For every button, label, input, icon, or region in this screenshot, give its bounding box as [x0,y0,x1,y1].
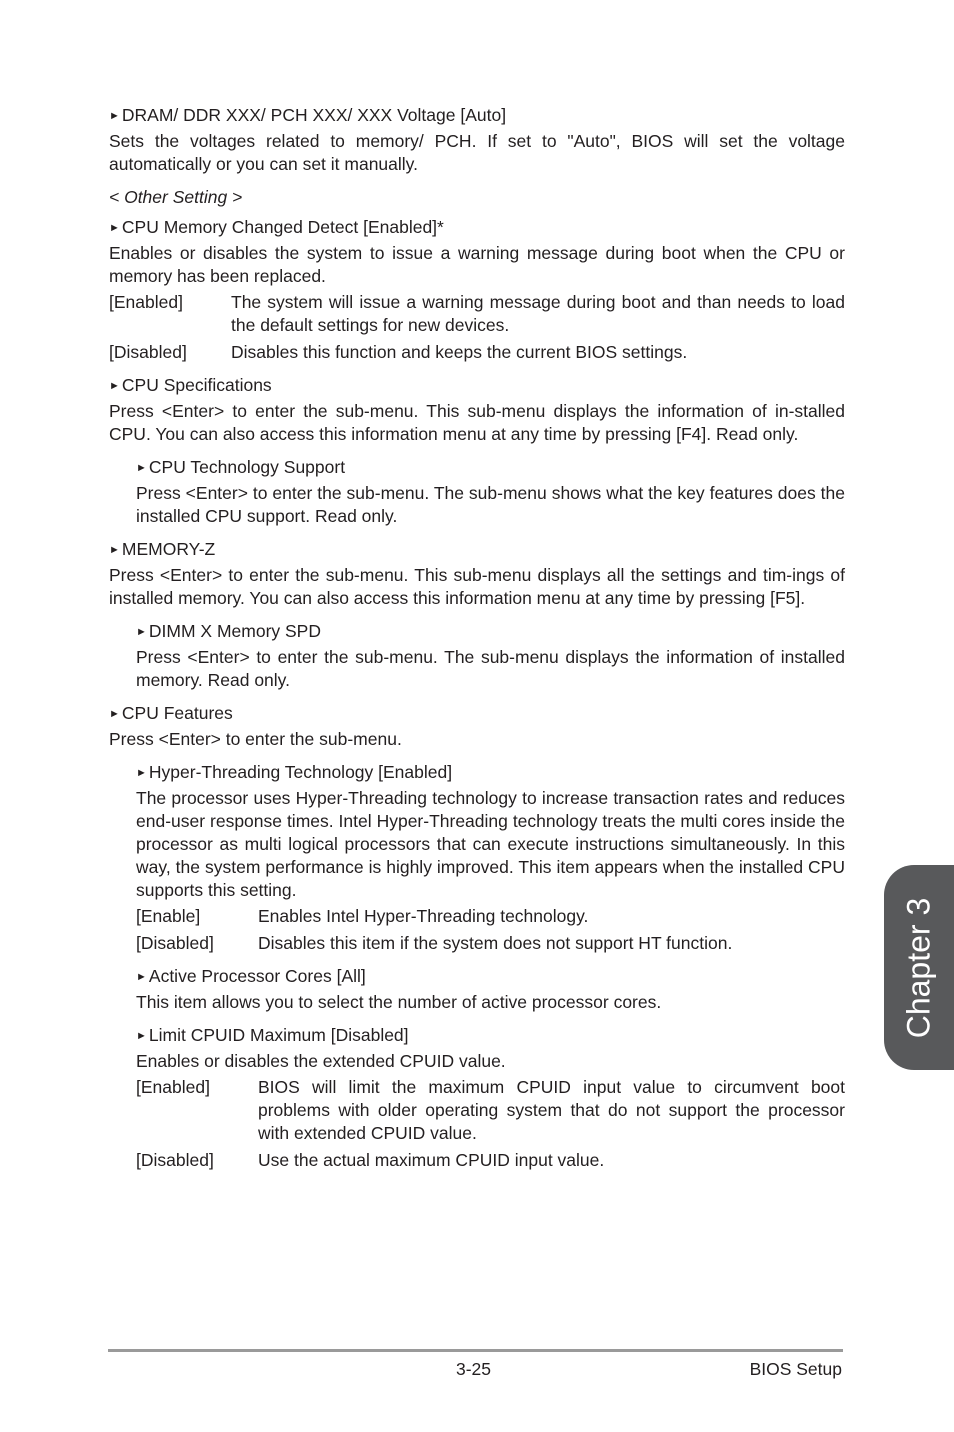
desc-memory-z: Press <Enter> to enter the sub-menu. This sub-menu displays all the settings and tim-ings of installed memory. You can also access this information menu at any time by pressing [F5]. [109,565,845,608]
desc-dimm-spd: Press <Enter> to enter the sub-menu. The sub-menu displays the information of installed memory. Read only. [136,647,845,690]
triangle-right-icon: ► [136,626,147,638]
heading-cpu-mem-detect: ► CPU Memory Changed Detect [Enabled]* [109,217,444,237]
desc-hyper-threading: The processor uses Hyper-Threading technology to increase transaction rates and reduces end-user response times. Intel Hyper-Threading technology treats the multi cores inside the processor as multi logical processors that can execute instructions simultaneously. In this way, the system performance is highly improved. This item appears when the installed CPU supports this setting. [136,788,845,900]
triangle-right-icon: ► [109,544,120,556]
option-row [136,932,845,955]
triangle-right-icon: ► [136,462,147,474]
option-value: Disables this item if the system does not support HT function. [258,933,733,953]
heading-hyper-threading: ► Hyper-Threading Technology [Enabled] [136,762,453,782]
desc-cpu-spec: Press <Enter> to enter the sub-menu. This sub-menu displays the information of in-stalled CPU. You can also access this information menu at any time by pressing [F4]. Read only. [109,401,845,444]
footer-divider [108,1349,843,1352]
option-value: Disables this function and keeps the current BIOS settings. [231,342,688,362]
desc-cpu-mem-detect: Enables or disables the system to issue a warning message during boot when the CPU or memory has been replaced. [109,243,845,286]
option-value: The system will issue a warning message during boot and than needs to load the default settings for new devices. [231,292,845,335]
option-row [109,341,845,364]
triangle-right-icon: ► [109,222,120,234]
desc-cpuid: Enables or disables the extended CPUID value. [136,1051,506,1071]
desc-dram-voltage: Sets the voltages related to memory/ PCH. If set to "Auto", BIOS will set the voltage automatically or you can set it manually. [109,131,845,174]
desc-active-cores: This item allows you to select the number of active processor cores. [136,992,662,1012]
triangle-right-icon: ► [109,380,120,392]
page-number: 3-25 [456,1359,492,1379]
option-value: BIOS will limit the maximum CPUID input value to circumvent boot problems with older operating system that do not support the processor with extended CPUID value. [258,1077,845,1143]
triangle-right-icon: ► [136,767,147,779]
heading-cpu-spec: ► CPU Specifications [109,375,272,395]
heading-cpu-features: ► CPU Features [109,703,233,723]
option-row [109,291,845,337]
triangle-right-icon: ► [136,1030,147,1042]
option-row [136,905,845,928]
triangle-right-icon: ► [109,708,120,720]
desc-cpu-tech: Press <Enter> to enter the sub-menu. The sub-menu shows what the key features does the installed CPU support. Read only. [136,483,845,526]
heading-cpu-tech: ► CPU Technology Support [136,457,346,477]
triangle-right-icon: ► [136,971,147,983]
heading-dram-voltage: ► DRAM/ DDR XXX/ PCH XXX/ XXX Voltage [Auto] [109,105,507,125]
heading-active-cores: ► Active Processor Cores [All] [136,966,366,986]
option-key: [Disabled] [109,342,187,362]
option-key: [Disabled] [136,933,214,953]
heading-memory-z: ► MEMORY-Z [109,539,216,559]
option-key: [Disabled] [136,1150,214,1170]
heading-cpuid: ► Limit CPUID Maximum [Disabled] [136,1025,409,1045]
option-row [136,1076,845,1145]
desc-cpu-features: Press <Enter> to enter the sub-menu. [109,729,402,749]
hyper-threading-block [136,761,845,1172]
option-key: [Enabled] [109,292,183,312]
dimm-spd-block [136,620,845,692]
option-key: [Enable] [136,906,201,926]
page-content [109,104,845,1182]
option-value: Enables Intel Hyper-Threading technology. [258,906,589,926]
option-key: [Enabled] [136,1077,210,1097]
chapter-tab-label: Chapter 3 [900,897,937,1038]
heading-dimm-spd: ► DIMM X Memory SPD [136,621,321,641]
other-setting-heading: < Other Setting > [109,187,243,207]
triangle-right-icon: ► [109,110,120,122]
cpu-tech-block [136,456,845,528]
chapter-tab [884,865,954,1070]
option-value: Use the actual maximum CPUID input value. [258,1150,605,1170]
footer-section-name: BIOS Setup [749,1359,842,1379]
option-row [136,1149,845,1172]
